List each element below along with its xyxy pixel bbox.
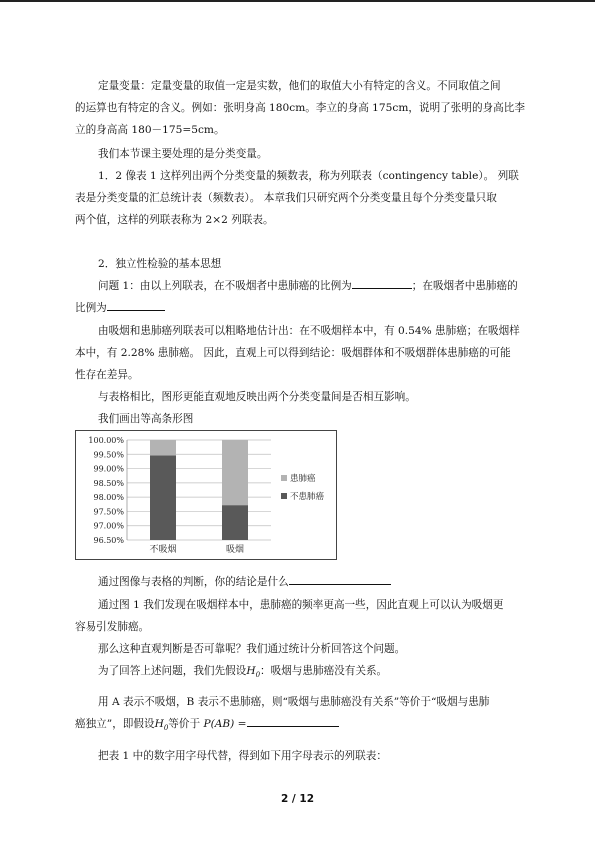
y-tick-label: 97.50%	[93, 507, 124, 517]
question-1-line-1	[98, 275, 518, 297]
para-4-line-3: 性存在差异。	[75, 369, 139, 381]
para-12: 把表 1 中的数字用字母代替，得到如下用字母表示的列联表：	[98, 750, 387, 762]
answer-blank-1[interactable]	[352, 276, 412, 289]
page-number: 2 / 12	[280, 793, 315, 805]
bar-segment	[150, 440, 176, 455]
para-10-text-b: ：吸烟与患肺癌没有关系。	[260, 665, 388, 677]
para-2: 我们本节课主要处理的是分类变量。	[98, 148, 268, 160]
para-8-line-1: 通过图 1 我们发现在吸烟样本中，患肺癌的频率更高一些，因此直观上可以认为吸烟更	[98, 599, 504, 611]
page-top-rule	[0, 0, 595, 2]
legend-label: 患肺癌	[290, 474, 316, 484]
para-11-text-b: 等价于	[168, 718, 201, 730]
para-10-text-a: 为了回答上述问题，我们先假设	[98, 665, 247, 677]
question-1-text-b: ；在吸烟者中患肺癌的	[411, 280, 518, 292]
bar-segment	[222, 440, 248, 505]
hypothesis-subscript-2: 0	[163, 724, 169, 733]
hypothesis-h: H	[246, 665, 256, 677]
answer-blank-3[interactable]	[289, 572, 391, 585]
para-10	[98, 660, 387, 686]
hypothesis-symbol	[246, 665, 261, 680]
para-9: 那么这种直观判断是否可靠呢？我们通过统计分析回答这个问题。	[98, 643, 406, 655]
y-tick-label: 99.50%	[93, 450, 124, 460]
para-8-line-2: 容易引发肺癌。	[75, 621, 150, 633]
question-1-text-c: 比例为	[75, 302, 107, 314]
question-1-text-a: 问题 1：由以上列联表，在不吸烟者中患肺癌的比例为	[98, 280, 352, 292]
para-11-line-2	[75, 713, 339, 739]
bar-segment	[222, 505, 248, 540]
bar-segment	[150, 455, 176, 540]
answer-blank-4[interactable]	[247, 714, 339, 727]
stacked-bar-chart	[75, 430, 337, 560]
x-tick-label: 吸烟	[225, 545, 245, 555]
y-tick-label: 99.00%	[93, 464, 124, 474]
y-tick-label: 96.50%	[93, 536, 124, 545]
para-3-line-3: 两个值，这样的列联表称为 2×2 列联表。	[75, 214, 274, 226]
legend-swatch	[281, 493, 287, 499]
legend-swatch	[281, 475, 287, 481]
section-heading: 2．独立性检验的基本思想	[98, 258, 222, 270]
para-11-line-1: 用 A 表示不吸烟，B 表示不患肺癌，则“吸烟与患肺癌没有关系”等价于“吸烟与患肺	[98, 696, 490, 708]
hypothesis-symbol-2	[154, 718, 169, 733]
para-3-line-1: 1．2 像表 1 这样列出两个分类变量的频数表，称为列联表（contingency table）。 列联	[98, 170, 519, 182]
para-7-text: 通过图像与表格的判断，你的结论是什么	[98, 576, 289, 588]
y-tick-label: 98.00%	[93, 493, 124, 503]
para-4-line-1: 由吸烟和患肺癌列联表可以粗略地估计出：在不吸烟样本中，有 0.54% 患肺癌；在吸烟样	[98, 325, 520, 337]
legend-label: 不患肺癌	[290, 492, 325, 502]
answer-blank-2[interactable]	[107, 298, 165, 311]
x-tick-label: 不吸烟	[149, 545, 177, 555]
y-tick-label: 100.00%	[88, 436, 124, 445]
para-1-line-2: 的运算也有特定的含义。例如：张明身高 180cm。李立的身高 175cm，说明了张明的身高比李	[75, 102, 525, 114]
para-5: 与表格相比，图形更能直观地反映出两个分类变量间是否相互影响。	[98, 391, 416, 403]
question-1-line-2	[75, 297, 165, 319]
para-3-line-2: 表是分类变量的汇总统计表（频数表）。 本章我们只研究两个分类变量且每个分类变量只取	[75, 192, 497, 204]
y-tick-label: 97.00%	[93, 521, 124, 531]
hypothesis-h-2: H	[154, 718, 164, 730]
para-1-line-1: 定量变量：定量变量的取值一定是实数，他们的取值大小有特定的含义。不同取值之间	[98, 80, 501, 92]
para-11-text-a: 癌独立”，即假设	[75, 718, 155, 730]
para-7	[98, 571, 391, 593]
probability-expression: P(AB) =	[203, 718, 247, 730]
y-tick-label: 98.50%	[93, 478, 124, 488]
para-4-line-2: 本中，有 2.28% 患肺癌。 因此，直观上可以得到结论：吸烟群体和不吸烟群体患肺癌的可能	[75, 347, 511, 359]
para-6: 我们画出等高条形图	[98, 413, 194, 425]
hypothesis-subscript: 0	[255, 671, 261, 680]
para-1-line-3: 立的身高高 180－175=5cm。	[75, 124, 225, 136]
